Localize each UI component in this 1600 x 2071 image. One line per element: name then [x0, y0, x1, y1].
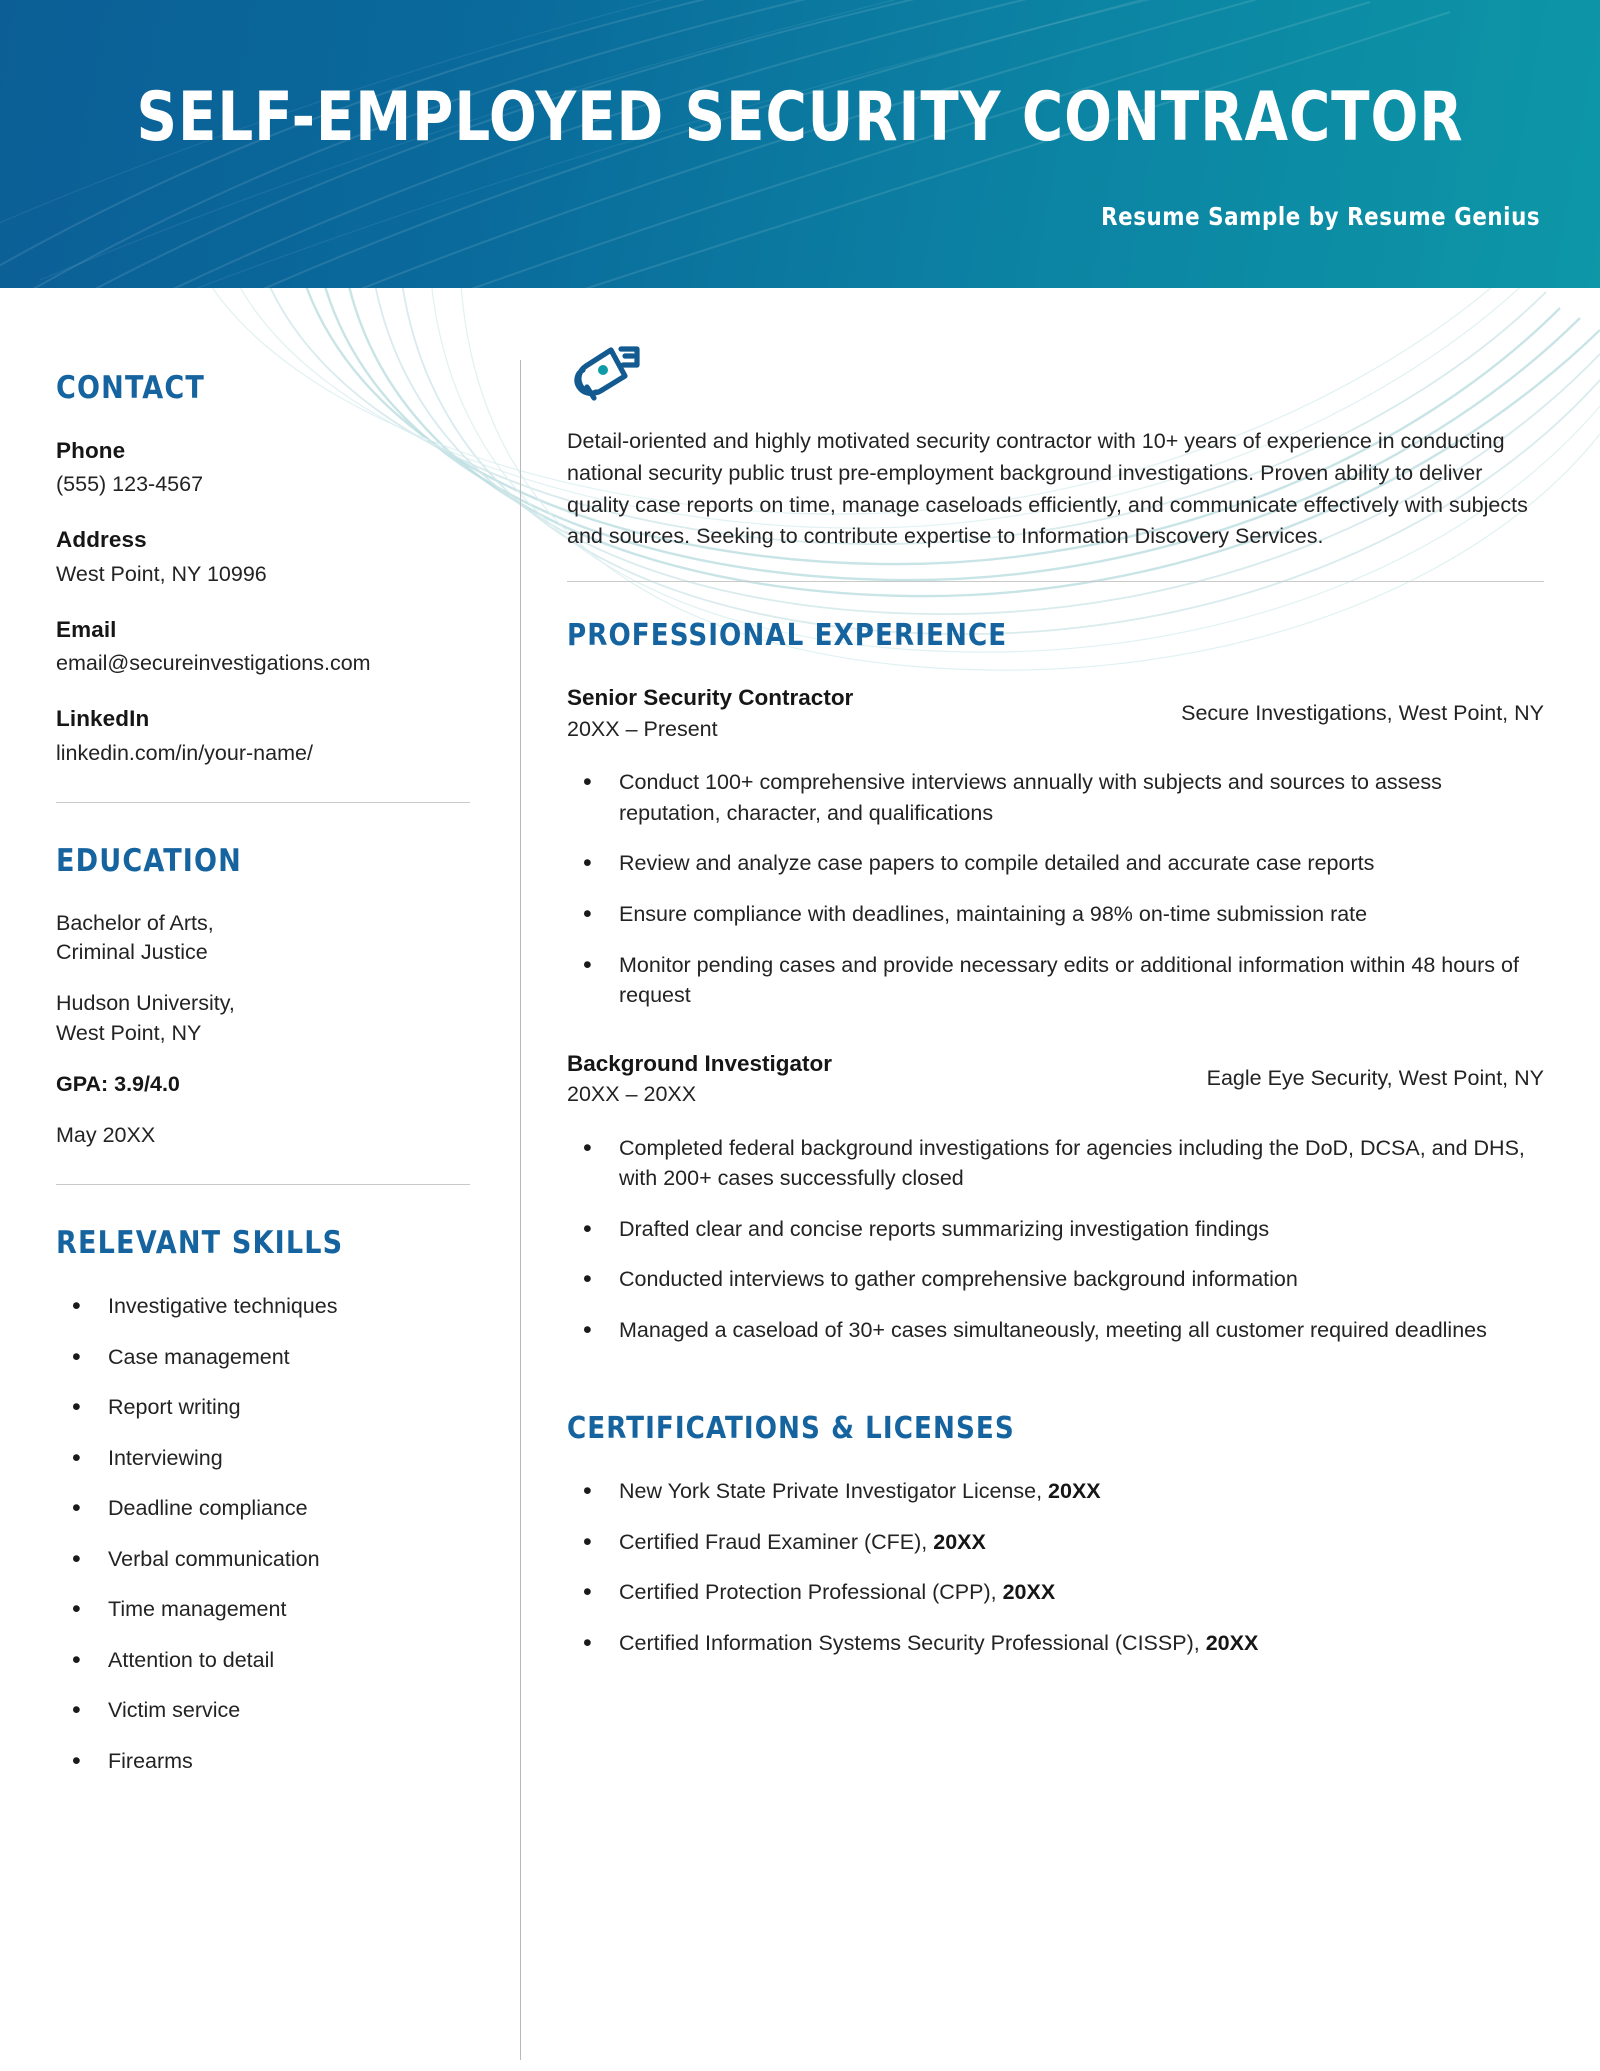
list-item: • Victim service	[56, 1695, 470, 1726]
certification-year: 20XX	[933, 1529, 986, 1554]
certifications-list	[567, 1476, 1544, 1658]
list-item: • Completed federal background investigations for agencies including the DoD, DCSA, and DHS, with 200+ cases successfully closed	[567, 1133, 1544, 1194]
job-title: Background Investigator	[567, 1050, 833, 1076]
job-company: Eagle Eye Security, West Point, NY	[1206, 1066, 1544, 1091]
contact-section	[56, 370, 470, 768]
list-item: • Ensure compliance with deadlines, maintaining a 98% on-time submission rate	[567, 899, 1544, 930]
job-title: Senior Security Contractor	[567, 685, 854, 711]
main-column	[521, 288, 1600, 1678]
skills-section	[56, 1225, 470, 1776]
page-title: SELF-EMPLOYED SECURITY CONTRACTOR	[136, 77, 1464, 157]
contact-label-email: Email	[56, 616, 117, 642]
contact-value-phone: (555) 123-4567	[56, 472, 204, 497]
list-item: • Review and analyze case papers to compile detailed and accurate case reports	[567, 848, 1544, 879]
job-bullets	[567, 1133, 1544, 1346]
list-item: • Report writing	[56, 1392, 470, 1423]
list-item: • Verbal communication	[56, 1544, 470, 1575]
education-gpa: GPA: 3.9/4.0	[56, 1071, 180, 1096]
contact-value-email[interactable]: email@secureinvestigations.com	[56, 651, 371, 676]
list-item: • Monitor pending cases and provide necessary edits or additional information within 48 hours of request	[567, 950, 1544, 1011]
list-item	[567, 1577, 1544, 1608]
education-school-line1: Hudson University,	[56, 991, 235, 1016]
section-spacer	[567, 1365, 1544, 1411]
contact-item-email	[56, 615, 470, 678]
job-entry-1	[567, 683, 1544, 1010]
certification-name: Certified Fraud Examiner (CFE),	[619, 1529, 928, 1554]
list-item: • Drafted clear and concise reports summarizing investigation findings	[567, 1214, 1544, 1245]
header-subtitle: Resume Sample by Resume Genius	[1100, 201, 1540, 231]
list-item: • Interviewing	[56, 1443, 470, 1474]
contact-heading: CONTACT	[56, 370, 206, 406]
job-title-block	[567, 683, 853, 743]
skills-list	[56, 1291, 470, 1776]
contact-value-linkedin[interactable]: linkedin.com/in/your-name/	[56, 740, 313, 765]
list-item: • Investigative techniques	[56, 1291, 470, 1322]
list-item	[567, 1476, 1544, 1507]
education-grad-date: May 20XX	[56, 1123, 156, 1148]
contact-value-address: West Point, NY 10996	[56, 561, 267, 586]
list-item	[567, 1628, 1544, 1659]
list-item	[567, 1527, 1544, 1558]
experience-heading: PROFESSIONAL EXPERIENCE	[567, 618, 1008, 654]
job-title-block	[567, 1049, 832, 1109]
contact-label-phone: Phone	[56, 438, 126, 463]
job-header	[567, 683, 1544, 743]
certifications-heading: CERTIFICATIONS & LICENSES	[567, 1411, 1015, 1447]
list-item: • Attention to detail	[56, 1645, 470, 1676]
education-degree	[56, 909, 470, 967]
sidebar-divider-1	[56, 802, 470, 803]
job-bullets	[567, 767, 1544, 1010]
megaphone-icon	[567, 340, 1544, 402]
education-school	[56, 989, 470, 1047]
professional-summary: Detail-oriented and highly motivated security contractor with 10+ years of experience in conducting national security public trust pre-employment background investigations. Proven ability to deliver quality case reports on time, manage caseloads efficiently, and communicate effectively with subjects and sources. Seeking to contribute expertise to Information Discovery Services.	[567, 429, 1528, 549]
certifications-section	[567, 1411, 1544, 1658]
job-dates: 20XX – 20XX	[567, 1081, 697, 1106]
contact-item-linkedin	[56, 704, 470, 767]
experience-section	[567, 618, 1544, 1345]
certification-name: New York State Private Investigator License,	[619, 1479, 1043, 1504]
list-item: • Case management	[56, 1342, 470, 1373]
certification-name: Certified Protection Professional (CPP),	[619, 1580, 997, 1605]
list-item: • Conduct 100+ comprehensive interviews annually with subjects and sources to assess reputation, character, and qualifications	[567, 767, 1544, 828]
certification-year: 20XX	[1205, 1630, 1259, 1655]
contact-item-address	[56, 525, 470, 588]
certification-year: 20XX	[1002, 1580, 1056, 1605]
job-entry-2	[567, 1049, 1544, 1346]
education-school-line2: West Point, NY	[56, 1020, 202, 1045]
list-item: • Managed a caseload of 30+ cases simultaneously, meeting all customer required deadlines	[567, 1315, 1544, 1346]
contact-item-phone	[56, 436, 470, 499]
list-item: • Deadline compliance	[56, 1493, 470, 1524]
sidebar	[0, 288, 520, 1796]
education-degree-line2: Criminal Justice	[56, 940, 208, 965]
job-dates: 20XX – Present	[567, 716, 718, 741]
contact-label-address: Address	[56, 527, 147, 553]
education-degree-line1: Bachelor of Arts,	[56, 910, 214, 935]
contact-label-linkedin: LinkedIn	[56, 706, 150, 732]
resume-header	[0, 0, 1600, 288]
main-divider-1	[567, 581, 1544, 582]
education-section	[56, 843, 470, 1150]
sidebar-divider-2	[56, 1184, 470, 1185]
list-item: • Firearms	[56, 1746, 470, 1777]
job-header	[567, 1049, 1544, 1109]
job-company: Secure Investigations, West Point, NY	[1181, 700, 1544, 725]
list-item: • Time management	[56, 1594, 470, 1625]
list-item: • Conducted interviews to gather comprehensive background information	[567, 1264, 1544, 1295]
education-heading: EDUCATION	[56, 842, 242, 879]
certification-name: Certified Information Systems Security Professional (CISSP),	[619, 1630, 1200, 1655]
certification-year: 20XX	[1048, 1479, 1101, 1504]
skills-heading: RELEVANT SKILLS	[56, 1225, 344, 1262]
